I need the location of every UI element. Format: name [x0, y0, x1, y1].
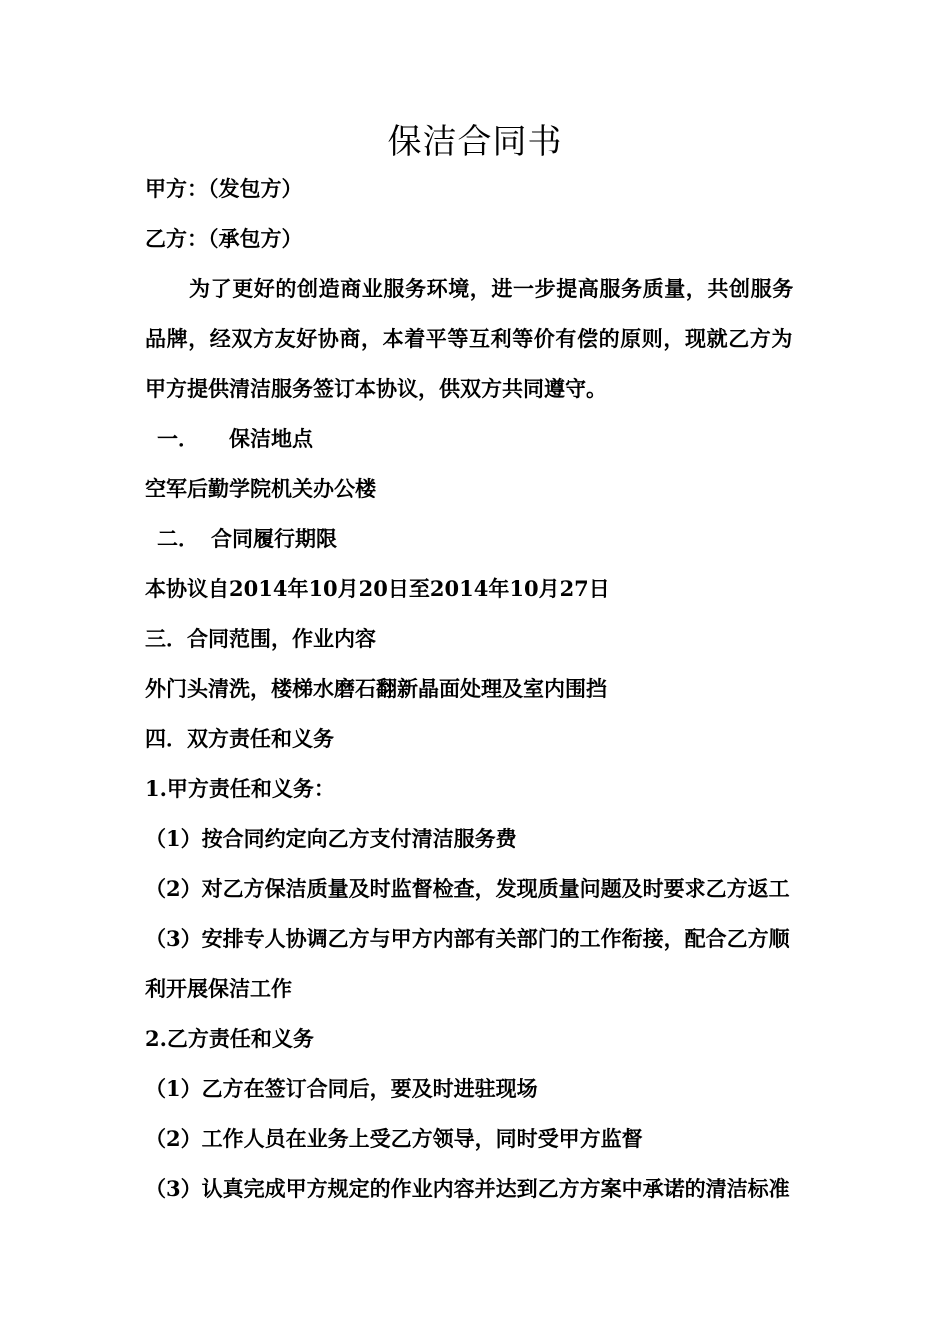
party-b-duty-1: （1）乙方在签订合同后，要及时进驻现场	[145, 1076, 538, 1101]
party-b-duties-heading: 2.乙方责任和义务	[145, 1026, 314, 1051]
section3-heading: 三．合同范围，作业内容	[145, 626, 376, 651]
party-a-duties-heading: 1.甲方责任和义务：	[145, 776, 335, 801]
party-b-duty-3: （3）认真完成甲方规定的作业内容并达到乙方方案中承诺的清洁标准	[145, 1176, 790, 1201]
section1-heading-text: 保洁地点	[229, 426, 313, 451]
party-a-duty-2: （2）对乙方保洁质量及时监督检查，发现质量问题及时要求乙方返工	[145, 876, 790, 901]
party-a-duty-3-continued: 利开展保洁工作	[145, 976, 292, 1001]
section1-heading-number: 一．	[157, 426, 199, 451]
party-a-duty-3: （3）安排专人协调乙方与甲方内部有关部门的工作衔接，配合乙方顺	[145, 926, 790, 951]
section1-content: 空军后勤学院机关办公楼	[145, 476, 376, 501]
party-b-line: 乙方：（承包方）	[145, 226, 303, 251]
party-a-line: 甲方：（发包方）	[145, 176, 303, 201]
party-b-duty-2: （2）工作人员在业务上受乙方领导，同时受甲方监督	[145, 1126, 643, 1151]
intro-line-1: 为了更好的创造商业服务环境，进一步提高服务质量，共创服务	[189, 276, 794, 301]
section4-heading: 四．双方责任和义务	[145, 726, 334, 751]
section3-content: 外门头清洗，楼梯水磨石翻新晶面处理及室内围挡	[145, 676, 607, 701]
party-a-duty-1: （1）按合同约定向乙方支付清洁服务费	[145, 826, 517, 851]
intro-line-3: 甲方提供清洁服务签订本协议，供双方共同遵守。	[145, 376, 607, 401]
intro-line-2: 品牌，经双方友好协商，本着平等互利等价有偿的原则，现就乙方为	[145, 326, 793, 351]
section2-heading-text: 合同履行期限	[211, 526, 337, 551]
section2-content: 本协议自2014年10月20日至2014年10月27日	[145, 576, 610, 601]
section2-heading-number: 二．	[157, 526, 199, 551]
document-title: 保洁合同书	[387, 122, 563, 162]
